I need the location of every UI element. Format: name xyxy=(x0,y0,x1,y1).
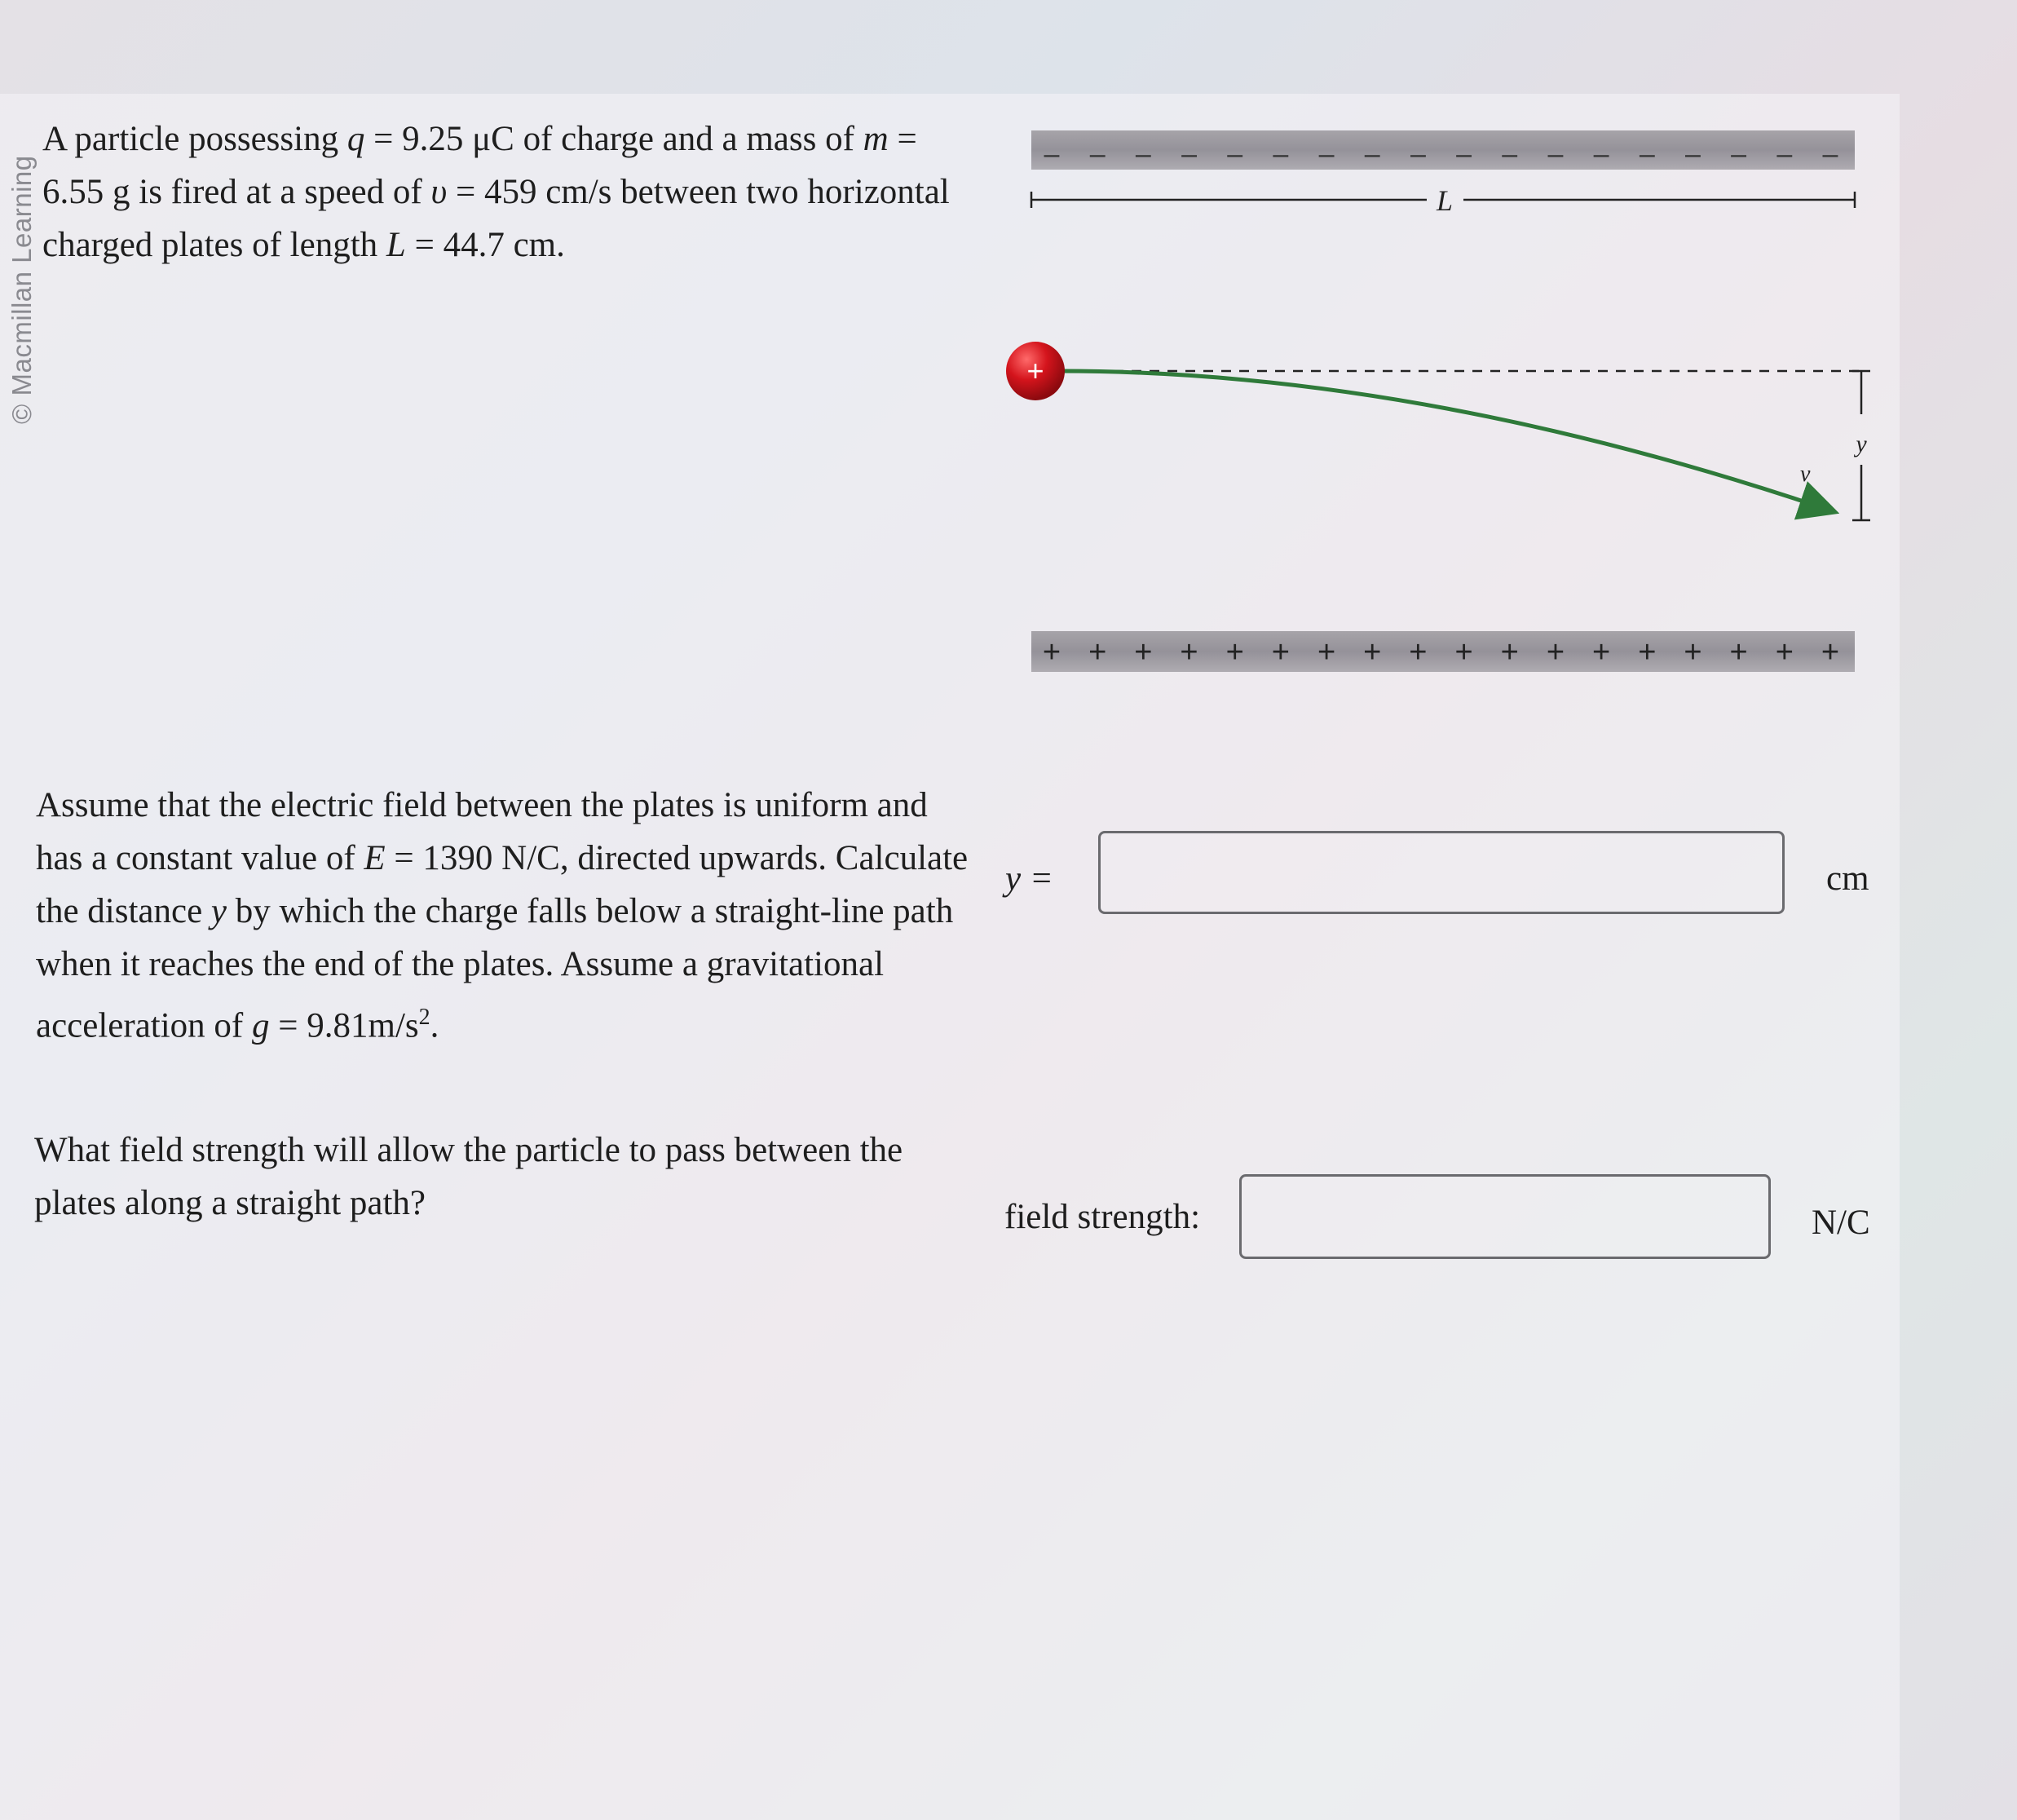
deflected-path xyxy=(1060,371,1828,510)
positive-charge-sign: + xyxy=(1638,635,1657,669)
field-strength-unit: N/C xyxy=(1812,1204,1870,1242)
positive-charge-sign: + xyxy=(1363,635,1382,669)
y-answer-unit: cm xyxy=(1826,859,1869,898)
negative-charge-sign: – xyxy=(1044,139,1060,170)
positive-charge-sign: + xyxy=(1500,635,1519,669)
negative-charge-sign: – xyxy=(1318,139,1335,170)
y-answer-input[interactable] xyxy=(1098,831,1785,914)
positive-charge-sign: + xyxy=(1546,635,1565,669)
field-strength-input[interactable] xyxy=(1239,1174,1771,1259)
problem-statement: A particle possessing q = 9.25 μC of charge and a mass of m = 6.55 g is fired at a speed of υ = 459 cm/s between two horizontal charged plates of length L = 44.7 cm. xyxy=(42,120,950,264)
particle-sign: + xyxy=(1026,354,1044,387)
negative-charge-sign: – xyxy=(1731,139,1747,170)
negative-charge-sign: – xyxy=(1089,139,1106,170)
positive-charge-sign: + xyxy=(1729,635,1748,669)
positive-charge-sign: + xyxy=(1088,635,1107,669)
negative-charge-sign: – xyxy=(1364,139,1380,170)
positive-charge-sign: + xyxy=(1134,635,1153,669)
positive-charge-sign: + xyxy=(1409,635,1428,669)
charged-particle xyxy=(1006,342,1065,400)
positive-charge-sign: + xyxy=(1042,635,1061,669)
positive-charge-sign: + xyxy=(1821,635,1840,669)
negative-charge-sign: – xyxy=(1410,139,1426,170)
negative-charge-sign: – xyxy=(1685,139,1701,170)
negative-charge-sign: – xyxy=(1776,139,1793,170)
positive-charge-sign: + xyxy=(1271,635,1290,669)
negative-charge-sign: – xyxy=(1273,139,1289,170)
negative-charge-sign: – xyxy=(1135,139,1151,170)
deflection-diagram xyxy=(962,106,1908,693)
negative-charge-sign: – xyxy=(1547,139,1564,170)
length-label: L xyxy=(1436,184,1454,217)
part1-question: Assume that the electric field between the plates is uniform and has a constant value of E = 1390 N/C, directed upwards. Calculate the distance y by which the charge falls below a straight-line path when it reaches the end of the plates. Assume a gravitational acceleration of $g = 9.81m/s^2$. xyxy=(36,786,969,1045)
part2-question: What field strength will allow the particle to pass between the plates along a straight path? xyxy=(34,1131,903,1222)
length-dimension xyxy=(1031,184,1855,217)
field-strength-label: field strength: xyxy=(1004,1198,1201,1236)
negative-charge-sign: – xyxy=(1456,139,1472,170)
negative-charge-sign: – xyxy=(1593,139,1609,170)
negative-charge-sign: – xyxy=(1181,139,1197,170)
negative-charge-sign: – xyxy=(1502,139,1518,170)
positive-charge-sign: + xyxy=(1225,635,1244,669)
negative-charge-sign: – xyxy=(1822,139,1838,170)
negative-charge-sign: – xyxy=(1227,139,1243,170)
positive-charge-sign: + xyxy=(1317,635,1336,669)
velocity-label: v xyxy=(1800,462,1811,487)
positive-charge-sign: + xyxy=(1775,635,1794,669)
positive-charge-sign: + xyxy=(1684,635,1702,669)
positive-charge-sign: + xyxy=(1180,635,1198,669)
diagram-svg xyxy=(962,106,1908,693)
deflection-label: y xyxy=(1856,431,1867,457)
negative-charge-sign: – xyxy=(1639,139,1655,170)
positive-charge-sign: + xyxy=(1592,635,1611,669)
positive-charge-sign: + xyxy=(1454,635,1473,669)
y-dimension xyxy=(1852,371,1870,520)
y-answer-label: y = xyxy=(1005,859,1053,898)
copyright-notice: © Macmillan Learning xyxy=(7,155,37,424)
